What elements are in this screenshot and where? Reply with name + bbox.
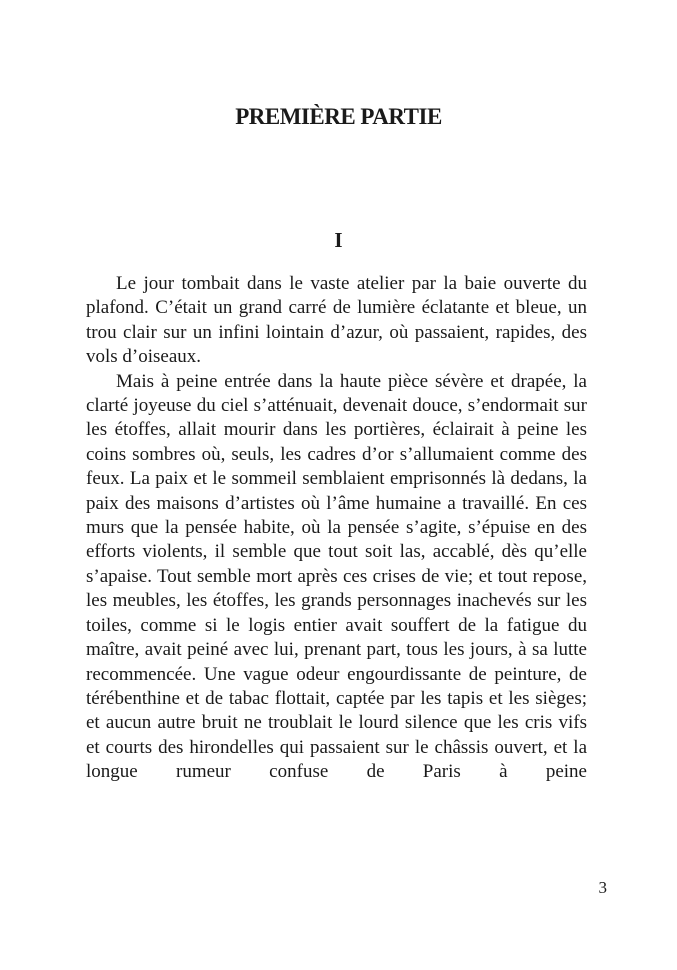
chapter-number: I [334, 228, 343, 252]
part-title: PREMIÈRE PARTIE [235, 104, 442, 129]
body-text [86, 272, 587, 785]
page-number: 3 [598, 878, 607, 897]
paragraph: Le jour tombait dans le vaste atelier par la baie ouverte du plafond. C’était un grand carré de lumière éclatante et bleue, un trou clair sur un infini lointain d’azur, où passaient, rapides, des vols d’oiseaux. [86, 273, 587, 368]
paragraph: Mais à peine entrée dans la haute pièce sévère et drapée, la clarté joyeuse du ciel s’atténuait, devenait douce, s’endormait sur les étoffes, allait mourir dans les portières, éclairait à peine les coins sombres où, seuls, les cadres d’or s’allumaient comme des feux. La paix et le sommeil semblaient emprisonnés là dedans, la paix des maisons d’artistes où l’âme humaine a travaillé. En ces murs que la pensée habite, où la pensée s’agite, s’épuise en des efforts violents, il semble que tout soit las, accablé, dès qu’elle s’apaise. Tout semble mort après ces crises de vie; et tout repose, les meubles, les étoffes, les grands personnages inachevés sur les toiles, comme si le logis entier avait souffert de la fatigue du maître, avait peiné avec lui, prenant part, tous les jours, à sa lutte recommencée. Une vague odeur engourdissante de peinture, de térébenthine et de tabac flottait, captée par les tapis et les sièges; et aucun autre bruit ne troublait le lourd silence que les cris vifs et courts des hirondelles qui passaient sur le châssis ouvert, et la longue rumeur confuse de Paris à peine [86, 370, 587, 783]
